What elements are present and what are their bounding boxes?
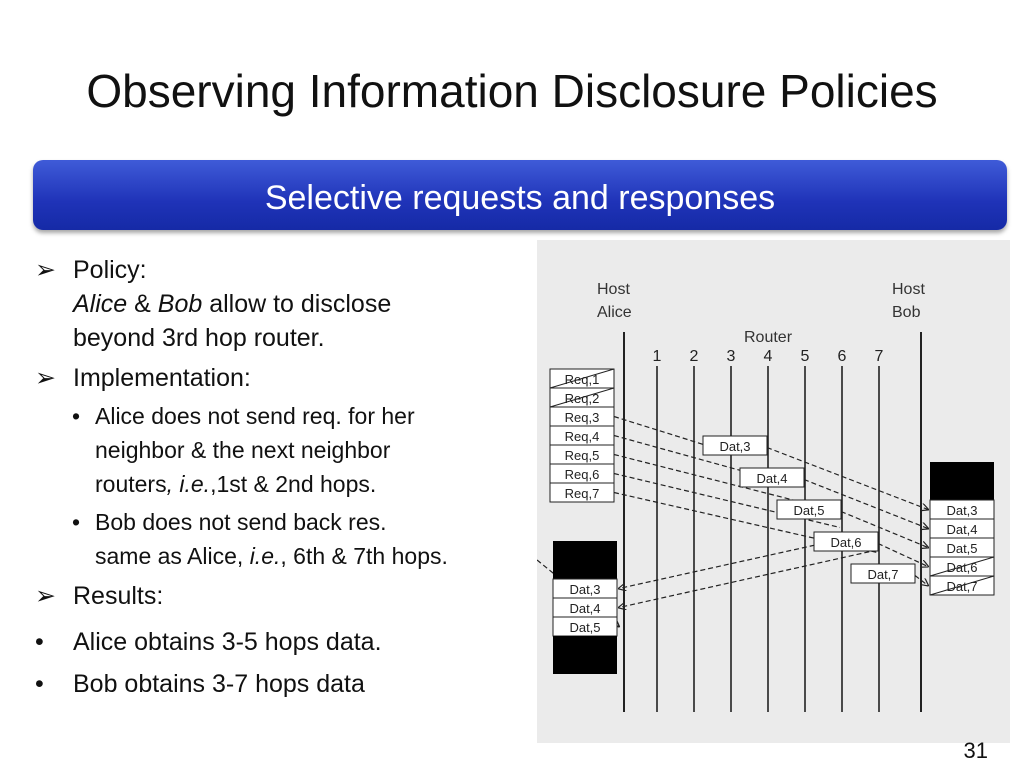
- router-data-5-label: Dat,5: [793, 503, 825, 518]
- impl-sub2-line1: Bob does not send back res.: [95, 509, 387, 535]
- section-banner: [33, 160, 1007, 230]
- arrow-bullet-icon: ➢: [35, 582, 56, 610]
- impl-sub2-line2a: same as Alice,: [95, 543, 250, 569]
- impl-sub2-line2b: i.e.: [249, 543, 281, 569]
- bullet-policy: [35, 253, 535, 355]
- policy-bob: Bob: [157, 290, 203, 318]
- alice-black-block-top: [553, 541, 617, 579]
- router-number-3: 3: [726, 348, 736, 365]
- host-alice-word: Host: [597, 281, 630, 298]
- alice-request-3-label: Req,3: [564, 410, 600, 425]
- bob-black-block: [930, 462, 994, 500]
- dot-bullet-icon: •: [35, 628, 44, 656]
- impl-label: Implementation:: [73, 364, 251, 392]
- sub-bullet-bob: [35, 505, 535, 573]
- policy-alice: Alice: [73, 290, 128, 318]
- alice-received-3-label: Dat,5: [569, 620, 601, 635]
- alice-received-2-label: Dat,4: [569, 601, 601, 616]
- bullet-list: [35, 253, 535, 701]
- impl-sub1-line2: neighbor & the next neighbor: [95, 437, 391, 463]
- alice-request-2-label: Req,2: [564, 391, 600, 406]
- alice-request-7-label: Req,7: [564, 486, 600, 501]
- sequence-diagram-svg: [537, 240, 1010, 743]
- bullet-implementation: [35, 361, 535, 395]
- impl-sub1-line3c: i.e.: [179, 471, 211, 497]
- alice-request-6-label: Req,6: [564, 467, 600, 482]
- arrow-bullet-icon: ➢: [35, 364, 56, 392]
- router-number-2: 2: [689, 348, 699, 365]
- router-data-4-label: Dat,4: [756, 471, 788, 486]
- alice-request-1-label: Req,1: [564, 372, 600, 387]
- results-label: Results:: [73, 582, 164, 610]
- router-data-7-label: Dat,7: [867, 567, 899, 582]
- policy-label: Policy:: [73, 256, 147, 284]
- bob-received-4-label: Dat,6: [946, 560, 978, 575]
- host-bob-word: Host: [892, 281, 925, 298]
- impl-sub2-line2c: , 6th & 7th hops.: [280, 543, 448, 569]
- policy-rest: allow to disclose: [202, 290, 392, 318]
- alice-black-block-bottom: [553, 636, 617, 674]
- bob-received-2-label: Dat,4: [946, 522, 978, 537]
- impl-sub1-line3d: ,1st & 2nd hops.: [210, 471, 377, 497]
- result1: Alice obtains 3-5 hops data.: [73, 628, 382, 656]
- bob-received-1-label: Dat,3: [946, 503, 978, 518]
- slide-title: Observing Information Disclosure Policies: [86, 65, 938, 117]
- result2: Bob obtains 3-7 hops data: [73, 670, 365, 698]
- router-number-1: 1: [652, 348, 662, 365]
- dot-bullet-icon: •: [72, 403, 81, 429]
- bob-received-3-label: Dat,5: [946, 541, 978, 556]
- alice-received-1-label: Dat,3: [569, 582, 601, 597]
- host-alice-name: Alice: [597, 304, 632, 321]
- bullet-result-bob: [35, 667, 535, 701]
- alice-request-4-label: Req,4: [564, 429, 600, 444]
- router-data-3-label: Dat,3: [719, 439, 751, 454]
- bob-received-5-label: Dat,7: [946, 579, 978, 594]
- router-data-6-label: Dat,6: [830, 535, 862, 550]
- impl-sub1-line3a: routers: [95, 471, 167, 497]
- sequence-diagram: [537, 240, 1010, 743]
- impl-sub1-line3b: ,: [166, 471, 180, 497]
- impl-sub1-line1: Alice does not send req. for her: [95, 403, 415, 429]
- sub-bullet-alice: [35, 399, 535, 501]
- bullet-result-alice: [35, 625, 535, 659]
- dot-bullet-icon: •: [35, 670, 44, 698]
- bullet-results: [35, 579, 535, 613]
- host-bob-name: Bob: [892, 304, 921, 321]
- router-number-4: 4: [763, 348, 773, 365]
- arrow-bullet-icon: ➢: [35, 256, 56, 284]
- router-number-5: 5: [800, 348, 810, 365]
- alice-request-5-label: Req,5: [564, 448, 600, 463]
- router-label: Router: [744, 329, 793, 346]
- banner-text: Selective requests and responses: [264, 179, 776, 217]
- policy-amp: &: [127, 290, 158, 318]
- router-number-7: 7: [874, 348, 884, 365]
- policy-line2: beyond 3rd hop router.: [73, 324, 325, 352]
- router-number-6: 6: [837, 348, 847, 365]
- page-number: 31: [963, 738, 988, 763]
- dot-bullet-icon: •: [72, 509, 81, 535]
